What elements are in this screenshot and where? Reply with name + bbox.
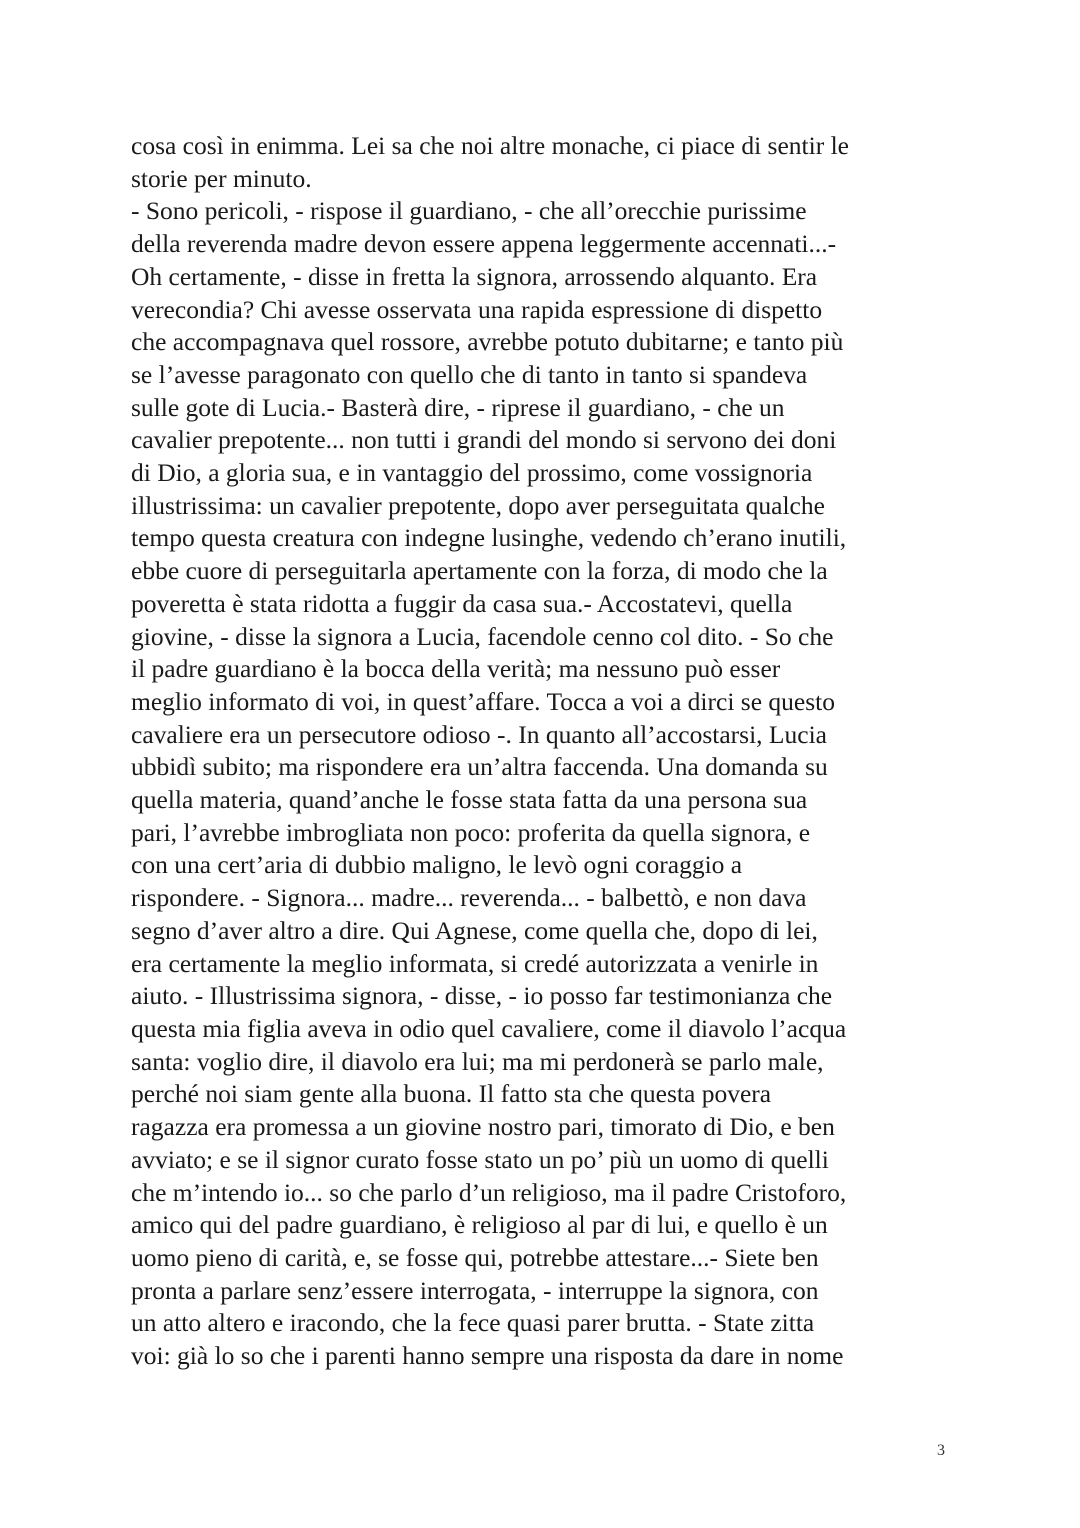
- text-line: amico qui del padre guardiano, è religioso al par di lui, e quello è un: [131, 1210, 828, 1240]
- text-line: storie per minuto.: [131, 163, 312, 193]
- text-line: aiuto. - Illustrissima signora, - disse, - io posso far testimonianza che: [131, 981, 833, 1011]
- text-line: uomo pieno di carità, e, se fosse qui, potrebbe attestare...- Siete ben: [131, 1242, 819, 1272]
- text-line: che accompagnava quel rossore, avrebbe potuto dubitarne; e tanto più: [131, 327, 844, 357]
- text-line: giovine, - disse la signora a Lucia, facendole cenno col dito. - So che: [131, 621, 834, 651]
- text-line: che m’intendo io... so che parlo d’un religioso, ma il padre Cristoforo,: [131, 1177, 847, 1207]
- text-line: ragazza era promessa a un giovine nostro pari, timorato di Dio, e ben: [131, 1112, 835, 1142]
- text-line: ebbe cuore di perseguitarla apertamente con la forza, di modo che la: [131, 556, 828, 586]
- text-line: sulle gote di Lucia.- Basterà dire, - riprese il guardiano, - che un: [131, 392, 785, 422]
- text-line: verecondia? Chi avesse osservata una rapida espressione di dispetto: [131, 294, 823, 324]
- text-line: tempo questa creatura con indegne lusinghe, vedendo ch’erano inutili,: [131, 523, 847, 553]
- text-line: cavaliere era un persecutore odioso -. In quanto all’accostarsi, Lucia: [131, 719, 827, 749]
- text-line: con una cert’aria di dubbio maligno, le levò ogni coraggio a: [131, 850, 743, 880]
- text-line: cosa così in enimma. Lei sa che noi altre monache, ci piace di sentir le: [131, 131, 849, 160]
- text-line: della reverenda madre devon essere appena leggermente accennati...-: [131, 229, 837, 259]
- text-line: il padre guardiano è la bocca della verità; ma nessuno può esser: [131, 654, 781, 684]
- text-line: un atto altero e iracondo, che la fece quasi parer brutta. - State zitta: [131, 1308, 815, 1338]
- text-line: perché noi siam gente alla buona. Il fatto sta che questa povera: [131, 1079, 772, 1109]
- text-line: Oh certamente, - disse in fretta la signora, arrossendo alquanto. Era: [131, 261, 818, 291]
- text-line: - Sono pericoli, - rispose il guardiano, - che all’orecchie purissime: [131, 196, 807, 226]
- text-line: avviato; e se il signor curato fosse stato un po’ più un uomo di quelli: [131, 1144, 829, 1174]
- text-line: meglio informato di voi, in quest’affare. Tocca a voi a dirci se questo: [131, 686, 835, 716]
- text-line: segno d’aver altro a dire. Qui Agnese, come quella che, dopo di lei,: [131, 915, 818, 945]
- text-line: santa: voglio dire, il diavolo era lui; ma mi perdonerà se parlo male,: [131, 1046, 824, 1076]
- text-line: voi: già lo so che i parenti hanno sempre una risposta da dare in nome: [131, 1341, 844, 1371]
- text-line: rispondere. - Signora... madre... reverenda... - balbettò, e non dava: [131, 883, 807, 913]
- text-line: questa mia figlia aveva in odio quel cavaliere, come il diavolo l’acqua: [131, 1013, 847, 1043]
- text-line: era certamente la meglio informata, si credé autorizzata a venirle in: [131, 948, 819, 978]
- body-text: [131, 130, 971, 1373]
- text-line: cavalier prepotente... non tutti i grandi del mondo si servono dei doni: [131, 425, 837, 455]
- text-line: di Dio, a gloria sua, e in vantaggio del prossimo, come vossignoria: [131, 458, 813, 488]
- page-number: 3: [937, 1442, 945, 1459]
- text-line: pari, l’avrebbe imbrogliata non poco: proferita da quella signora, e: [131, 817, 811, 847]
- text-line: illustrissima: un cavalier prepotente, dopo aver perseguitata qualche: [131, 490, 825, 520]
- text-line: pronta a parlare senz’essere interrogata, - interruppe la signora, con: [131, 1275, 819, 1305]
- text-line: ubbidì subito; ma rispondere era un’altra faccenda. Una domanda su: [131, 752, 828, 782]
- text-line: quella materia, quand’anche le fosse stata fatta da una persona sua: [131, 785, 808, 815]
- text-line: se l’avesse paragonato con quello che di tanto in tanto si spandeva: [131, 359, 808, 389]
- text-line: poveretta è stata ridotta a fuggir da casa sua.- Accostatevi, quella: [131, 588, 793, 618]
